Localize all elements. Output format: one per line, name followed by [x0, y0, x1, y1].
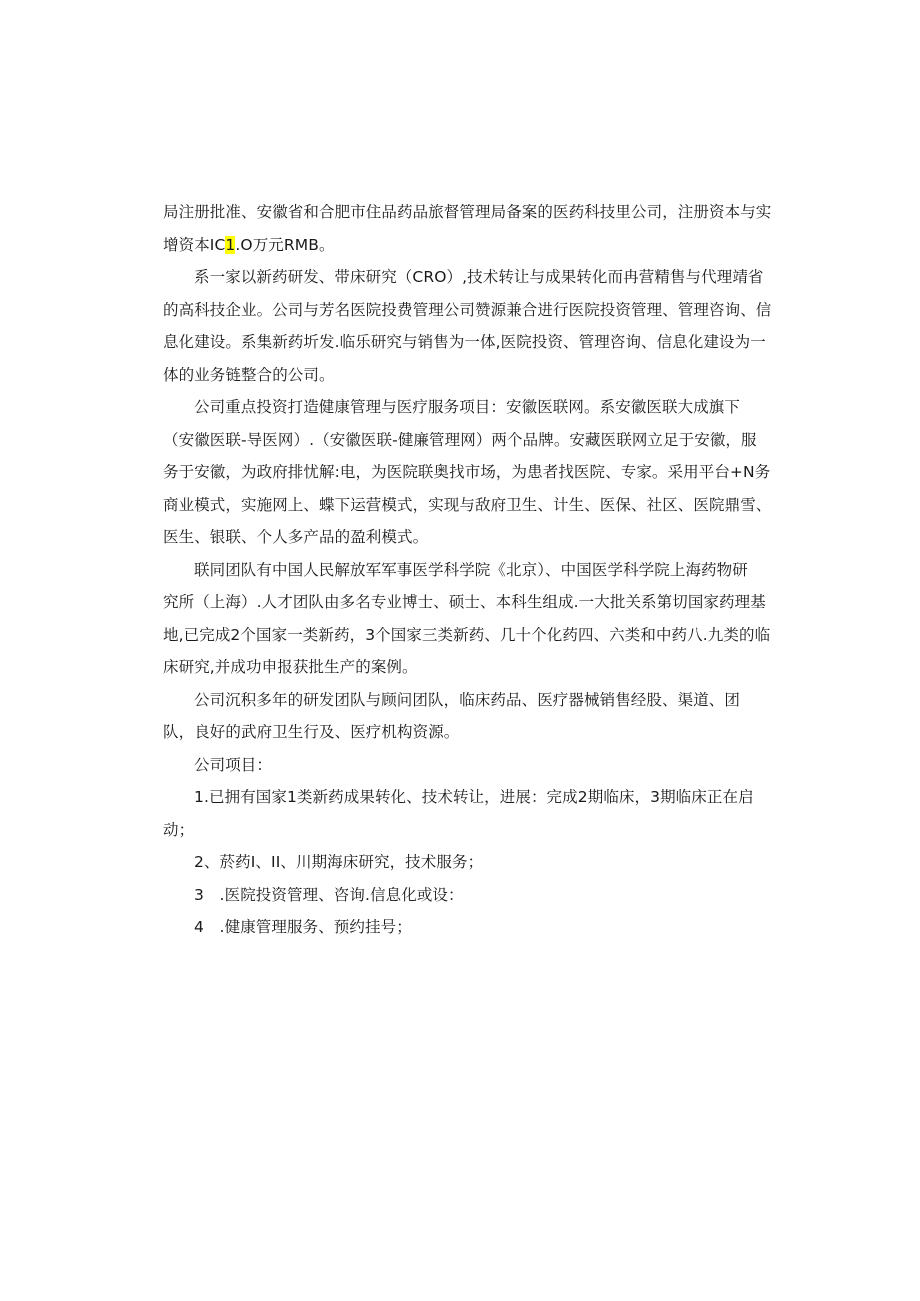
text-line: 公司沉积多年的研发团队与顾问团队，临床药品、医疗器械销售经股、渠道、团: [194, 690, 741, 709]
text-line: （安徽医联-导医网）.（安徽医联-健廉管理网）两个品牌。安藏医联网立足于安徽，服: [163, 430, 757, 449]
paragraph-resources: [163, 684, 773, 749]
text-line: 系一家以新药研发、带床研究（CRO）,技术转让与成果转化而冉营精售与代理靖省: [194, 268, 764, 286]
text-line: 联同团队有中国人民解放军军事医学科学院《北京）、中国医学科学院上海药物研: [194, 560, 748, 579]
text-line: [163, 229, 773, 262]
text-line: 地,已完成2个国家一类新药，3个国家三类新药、几十个化药四、六类和中药八.九类的临: [163, 625, 771, 644]
text-line: 床研究,并成功申报获批生产的案例。: [163, 658, 418, 676]
text-line: 1.已拥有国家1类新药成果转化、技术转让，进展：完成2期临床，3期临床正在启: [194, 788, 754, 806]
project-item-1: [163, 781, 773, 846]
text-line: 动；: [163, 820, 195, 839]
paragraph-health-project: [163, 391, 773, 554]
text-segment: 增资本IC: [163, 235, 226, 254]
highlighted-text: 1: [225, 235, 236, 254]
text-line: 体的业务链整合的公司。: [163, 365, 335, 384]
text-line: 息化建设。系集新药圻发.临乐研究与销售为一体,医院投资、管理咨询、信息化建设为一: [163, 333, 766, 351]
text-line: 公司重点投资打造健康管理与医疗服务项目：安徽医联网。系安徽医联大成旗下: [194, 398, 741, 416]
text-line: 局注册批准、安徽省和合肥市住品药品旅督管理局备案的医药科技里公司，注册资本与实: [163, 203, 772, 221]
paragraph-company-intro: [163, 261, 773, 391]
text-line: 4 .健康管理服务、预约挂号；: [194, 918, 412, 936]
paragraph-team: [163, 554, 773, 684]
project-item-4: [163, 911, 773, 944]
text-line: 究所（上海）.人才团队由多名专业博士、硕士、本科生组成.一大批关系第切国家药理基: [163, 593, 766, 611]
project-item-2: [163, 846, 773, 879]
document-body: [163, 196, 773, 944]
text-line: 3 .医院投资管理、咨询.信息化或设：: [194, 885, 464, 904]
text-line: 队，良好的武府卫生行及、医疗机构资源。: [163, 723, 460, 741]
paragraph-projects-heading: [163, 749, 773, 782]
text-line: 商业模式，实施网上、蝶下运营模式，实现与敌府卫生、计生、医保、社区、医院鼎雪、: [163, 495, 772, 514]
text-segment: .O万元RMB。: [235, 235, 335, 254]
text-line: 公司项目：: [194, 755, 273, 774]
project-item-3: [163, 879, 773, 912]
paragraph-registration: [163, 196, 773, 261]
text-line: 医生、银联、个人多产品的盈利模式。: [163, 528, 429, 546]
text-line: 的高科技企业。公司与芳名医院投费管理公司赞源兼合进行医院投资管理、管理咨询、信: [163, 300, 772, 319]
text-line: 2、菸药I、II、川期海床研究，技术服务；: [194, 853, 484, 871]
text-line: 务于安徽，为政府排忧解:电，为医院联奥找市场，为患者找医院、专家。采用平台+N务: [163, 463, 771, 481]
